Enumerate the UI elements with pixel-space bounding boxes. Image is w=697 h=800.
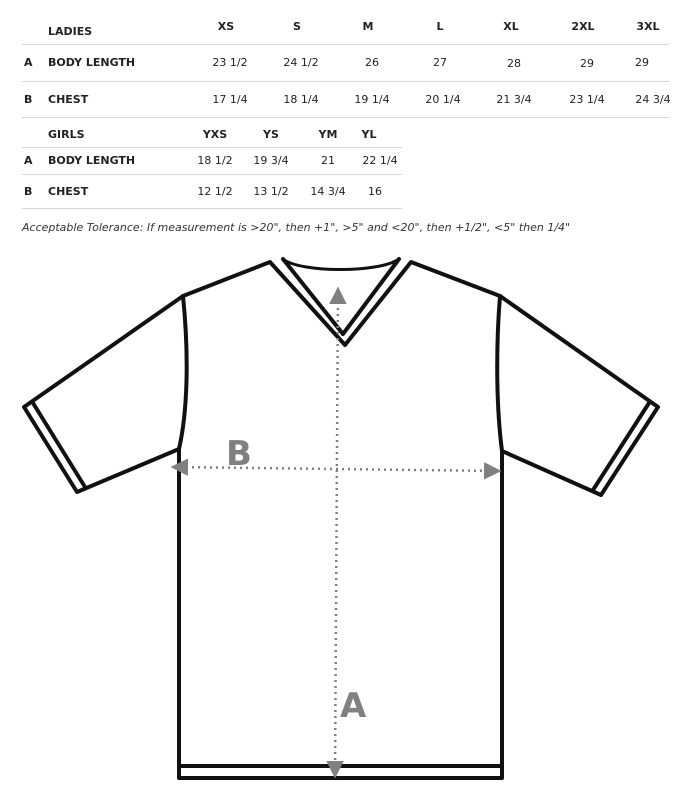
table-cell: 19 3/4 — [253, 154, 289, 167]
ladies-size-s: S — [293, 20, 301, 33]
table-cell: 23 1/4 — [569, 93, 605, 106]
row-key: A — [24, 56, 33, 69]
table-cell: 18 1/2 — [197, 154, 233, 167]
table-cell: 22 1/4 — [362, 154, 398, 167]
ladies-size-xl: XL — [503, 20, 519, 33]
table-cell: 24 3/4 — [635, 93, 671, 106]
girls-size-ym: YM — [318, 128, 338, 141]
row-key: A — [24, 154, 33, 167]
ladies-size-2xl: 2XL — [571, 20, 595, 33]
row-key: B — [24, 185, 33, 198]
back-neckline — [283, 259, 399, 270]
dimension-a-line — [335, 290, 338, 775]
girls-size-yxs: YXS — [202, 128, 228, 141]
dimension-a-label: A — [340, 686, 367, 726]
table-cell: 17 1/4 — [212, 93, 248, 106]
girls-size-yl: YL — [361, 128, 377, 141]
tolerance-note: Acceptable Tolerance: If measurement is >20", then +1", >5" and <20", then +1/2", <5" then 1/4" — [22, 221, 571, 234]
table-cell: 26 — [365, 56, 379, 69]
row-label: BODY LENGTH — [48, 154, 136, 167]
right-sleeve-hem — [593, 403, 649, 490]
girls-table-title: GIRLS — [48, 128, 85, 141]
dimension-b-label: B — [226, 434, 252, 474]
table-cell: 16 — [368, 185, 382, 198]
left-sleeve-hem — [33, 403, 85, 487]
table-cell: 28 — [507, 57, 521, 70]
table-cell: 14 3/4 — [310, 185, 346, 198]
row-key: B — [24, 93, 33, 106]
right-armhole-seam — [497, 296, 502, 451]
table-cell: 23 1/2 — [212, 56, 248, 69]
table-cell: 18 1/4 — [283, 93, 319, 106]
table-cell: 27 — [433, 56, 447, 69]
ladies-size-3xl: 3XL — [636, 20, 660, 33]
row-label: BODY LENGTH — [48, 56, 136, 69]
table-cell: 24 1/2 — [283, 56, 319, 69]
ladies-table-title: LADIES — [48, 25, 93, 38]
row-label: CHEST — [48, 185, 89, 198]
ladies-size-l: L — [436, 20, 444, 33]
table-cell: 21 3/4 — [496, 93, 532, 106]
ladies-size-m: M — [362, 20, 374, 33]
table-cell: 20 1/4 — [425, 93, 461, 106]
table-cell: 29 — [580, 57, 594, 70]
left-armhole-seam — [179, 296, 187, 449]
girls-size-ys: YS — [263, 128, 279, 141]
table-cell: 12 1/2 — [197, 185, 233, 198]
table-cell: 19 1/4 — [354, 93, 390, 106]
ladies-size-xs: XS — [217, 20, 235, 33]
table-cell: 21 — [321, 154, 335, 167]
row-label: CHEST — [48, 93, 89, 106]
table-cell: 13 1/2 — [253, 185, 289, 198]
table-cell: 29 — [635, 56, 649, 69]
